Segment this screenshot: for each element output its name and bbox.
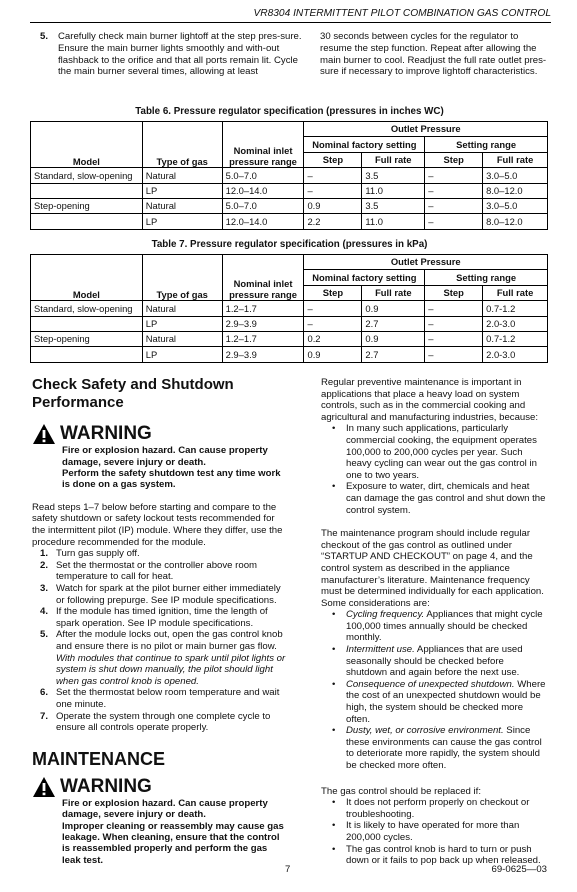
bullet-text: Appliances that are used seasonally should be checked before shutdown and again before the next use. [346,644,523,679]
bullet-term: Cycling frequency. [346,609,425,621]
bullet-icon: • [332,644,336,656]
cell-gas: LP [142,347,222,362]
cell-inlet: 1.2–1.7 [222,331,304,346]
bullet-icon: • [332,609,336,621]
step-number: 5. [40,629,49,641]
table6-header-nominal: Nominal factory setting [304,137,425,152]
warning-line: Fire or explosion hazard. Can cause property damage, severe injury or death. [62,797,268,821]
cell-nominal-step: 0.2 [304,331,362,346]
cell-nominal-step: – [304,183,362,198]
warning-text [62,798,286,866]
cell-setting-step: – [425,316,483,331]
table6 [30,121,548,230]
replace-conditions-list [331,797,547,867]
bullet-term: Intermittent use. [346,644,415,656]
step-number: 7. [40,710,49,722]
warning-triangle-icon [32,423,56,445]
table-row [31,198,548,213]
list-item [32,687,286,710]
bullet-text: In many such applications, particularly commercial cooking, the equipment operates 100,000 to 200,000 cycles per year. Such heavy cycling can wear out the gas control in one to two years. [346,423,537,481]
list-item [331,423,547,481]
step-number: 6. [40,687,49,699]
cell-nominal-full: 0.9 [362,301,425,316]
table-row [31,301,548,316]
step-text: After the module locks out, open the gas control knob and ensure there is no pilot or main burner gas flow. [56,629,283,652]
cell-model [31,214,143,229]
cell-model: Step-opening [31,198,143,213]
step-number: 3. [40,582,49,594]
table7-header-model: Model [31,255,143,301]
right-column [321,377,547,867]
table7-header-nominal-step: Step [304,285,362,300]
step-text: Set the thermostat below room temperature and wait one minute. [56,687,280,710]
cell-setting-step: – [425,214,483,229]
table7-header-setting: Setting range [425,270,548,285]
maintenance-program: The maintenance program should include regular checkout of the gas control as outlined under “STARTUP AND CHECKOUT” on page 4, and the control system as described in the appliance manufacturer’s literature. Maintenance frequency must be determined individually for each application. Some considerations are: [321,528,544,609]
cell-gas: LP [142,183,222,198]
maintenance-heading: MAINTENANCE [32,748,165,769]
cell-nominal-full: 2.7 [362,316,425,331]
cell-nominal-full: 3.5 [362,168,425,183]
table7-header-nominal-full: Full rate [362,285,425,300]
list-item [331,820,547,843]
table-row [31,168,548,183]
bullet-text: The gas control knob is hard to turn or push down or it fails to pop back up when released. [346,843,541,867]
cell-setting-step: – [425,168,483,183]
warning-line: Perform the safety shutdown test any time work is done on a gas system. [62,468,281,491]
table-row [31,214,548,229]
cell-model: Standard, slow-opening [31,168,143,183]
list-item [331,725,547,771]
cell-setting-full: 0.7-1.2 [483,301,548,316]
warning-title: WARNING [60,775,152,797]
bullet-text: Appliances that might cycle 100,000 times annually should be checked monthly. [346,609,543,644]
step-number: 2. [40,559,49,571]
step-text: Turn gas supply off. [56,548,140,560]
cell-model [31,183,143,198]
warning-header [32,423,286,445]
bullet-term: Consequence of unexpected shutdown. [346,678,515,690]
bullet-text: Exposure to water, dirt, chemicals and heat can damage the gas control and shut down the control system. [346,481,546,516]
table6-header-nominal-full: Full rate [362,152,425,167]
considerations-list [331,609,547,771]
list-item [32,629,286,687]
table6-header-inlet: Nominal inlet pressure range [222,122,304,168]
step-5-text-col2: 30 seconds between cycles for the regulator to resume the step function. Repeat after allowing the main burner to cool. Readjust the full rate outlet pres-sure if necessary to improve lightoff characteristics. [320,31,547,78]
cell-model [31,316,143,331]
table-row [31,331,548,346]
table7-caption: Table 7. Pressure regulator specification (pressures in kPa) [151,239,428,250]
cell-setting-full: 3.0–5.0 [483,198,548,213]
bullet-text: Since these environments can cause the gas control to deteriorate more rapidly, the system should be checked more often. [346,725,542,771]
list-item [32,583,286,606]
cell-setting-full: 2.0-3.0 [483,347,548,362]
list-item [331,797,547,820]
list-item [32,560,286,583]
step-text: Watch for spark at the pilot burner either immediately or following prepurge. See IP module specifications. [56,582,281,606]
table7-header-gas: Type of gas [142,255,222,301]
table6-header-model: Model [31,122,143,168]
cell-nominal-full: 0.9 [362,331,425,346]
cell-setting-step: – [425,331,483,346]
step-5-text-col1: Carefully check main burner lightoff at the step pres-sure. Ensure the main burner lights smoothly and with-out flashback to the orifice and that all ports remain lit. Cycle the main burner several times, allowing at least [58,31,302,78]
table7-header-setting-full: Full rate [483,285,548,300]
cell-setting-full: 8.0–12.0 [483,183,548,198]
table6-header-setting-step: Step [425,152,483,167]
cell-nominal-full: 3.5 [362,198,425,213]
header-rule [30,22,551,23]
cell-nominal-full: 11.0 [362,214,425,229]
bullet-icon: • [332,481,336,493]
bullet-text: It does not perform properly on checkout or troubleshooting. [346,797,530,820]
table6-header-setting-full: Full rate [483,152,548,167]
bullet-text: Where the cost of an unexpected shutdown would be high, the system should be checked more often. [346,678,546,725]
check-safety-heading: Check Safety and Shutdown Performance [32,376,234,411]
table7-header-outlet: Outlet Pressure [304,255,548,270]
cell-model [31,347,143,362]
step-number: 4. [40,606,49,618]
step-text-italic: With modules that continue to spark until pilot lights or system is shut down manually, the pilot should light when gas control knob is opened. [56,652,286,687]
replace-intro: The gas control should be replaced if: [321,785,481,797]
step-text: If the module has timed ignition, time the length of spark operation. See IP module specifications. [56,606,268,629]
cell-setting-step: – [425,301,483,316]
cell-nominal-full: 11.0 [362,183,425,198]
cell-inlet: 5.0–7.0 [222,198,304,213]
cell-gas: Natural [142,301,222,316]
cell-nominal-step: – [304,316,362,331]
bullet-text: It is likely to have operated for more than 200,000 cycles. [346,820,520,843]
step-text: Set the thermostat or the controller above room temperature to call for heat. [56,559,258,583]
table6-header-setting: Setting range [425,137,548,152]
bullet-icon: • [332,843,336,855]
page-number: 7 [285,864,291,875]
cell-nominal-full: 2.7 [362,347,425,362]
cell-inlet: 5.0–7.0 [222,168,304,183]
table-row [31,347,548,362]
cell-inlet: 1.2–1.7 [222,301,304,316]
list-item [32,548,286,560]
cell-setting-step: – [425,183,483,198]
cell-inlet: 2.9–3.9 [222,316,304,331]
cell-nominal-step: 2.2 [304,214,362,229]
left-column [32,376,286,866]
load-reasons-list [331,423,547,516]
table7-header-nominal: Nominal factory setting [304,270,425,285]
cell-inlet: 2.9–3.9 [222,347,304,362]
bullet-icon: • [332,725,336,737]
cell-model: Step-opening [31,331,143,346]
warning-box-safety [32,423,286,491]
table7 [30,254,548,363]
warning-header [32,776,286,798]
cell-gas: Natural [142,198,222,213]
list-item [331,644,547,679]
cell-setting-full: 0.7-1.2 [483,331,548,346]
cell-nominal-step: 0.9 [304,198,362,213]
cell-nominal-step: – [304,301,362,316]
step-5-number: 5. [40,31,49,42]
table6-header-gas: Type of gas [142,122,222,168]
table-row [31,183,548,198]
cell-model: Standard, slow-opening [31,301,143,316]
cell-gas: LP [142,316,222,331]
cell-nominal-step: – [304,168,362,183]
warning-title: WARNING [60,423,152,445]
warning-line: Improper cleaning or reassembly may cause gas leakage. When cleaning, ensure that the control is reassembled properly and perform the gas leak test. [62,820,284,866]
cell-gas: Natural [142,331,222,346]
warning-line: Fire or explosion hazard. Can cause property damage, severe injury or death. [62,445,268,468]
check-safety-intro: Read steps 1–7 below before starting and compare to the safety shutdown or safety lockout tests recommended for the intermittent pilot (IP) module. Where they differ, use the procedure recommended for the module. [32,501,283,548]
cell-nominal-step: 0.9 [304,347,362,362]
warning-text [62,445,286,491]
warning-triangle-icon [32,776,56,798]
maintenance-intro: Regular preventive maintenance is important in applications that place a heavy load on system controls, such as in the commercial cooking and agricultural and manufacturing industries, because: [321,377,539,423]
safety-steps-list [32,548,286,734]
warning-box-maintenance [32,776,286,866]
running-header: VR8304 INTERMITTENT PILOT COMBINATION GAS CONTROL [253,8,551,19]
cell-setting-full: 3.0–5.0 [483,168,548,183]
cell-gas: Natural [142,168,222,183]
cell-setting-step: – [425,198,483,213]
bullet-icon: • [332,820,336,832]
cell-setting-full: 8.0–12.0 [483,214,548,229]
bullet-icon: • [332,423,336,435]
list-item [331,609,547,644]
cell-inlet: 12.0–14.0 [222,214,304,229]
table-row [31,316,548,331]
table6-header-nominal-step: Step [304,152,362,167]
list-item [331,679,547,725]
bullet-term: Dusty, wet, or corrosive environment. [346,725,504,737]
cell-setting-full: 2.0-3.0 [483,316,548,331]
table7-header-inlet: Nominal inlet pressure range [222,255,304,301]
step-number: 1. [40,548,49,560]
table6-header-outlet: Outlet Pressure [304,122,548,137]
list-item [32,606,286,629]
list-item [32,711,286,734]
bullet-icon: • [332,797,336,809]
cell-setting-step: – [425,347,483,362]
list-item [331,481,547,516]
cell-inlet: 12.0–14.0 [222,183,304,198]
table7-header-setting-step: Step [425,285,483,300]
step-text: Operate the system through one complete cycle to ensure all controls operate properly. [56,710,271,734]
table6-caption: Table 6. Pressure regulator specification (pressures in inches WC) [135,106,444,117]
bullet-icon: • [332,678,336,690]
document-number: 69-0625—03 [491,864,547,875]
cell-gas: LP [142,214,222,229]
